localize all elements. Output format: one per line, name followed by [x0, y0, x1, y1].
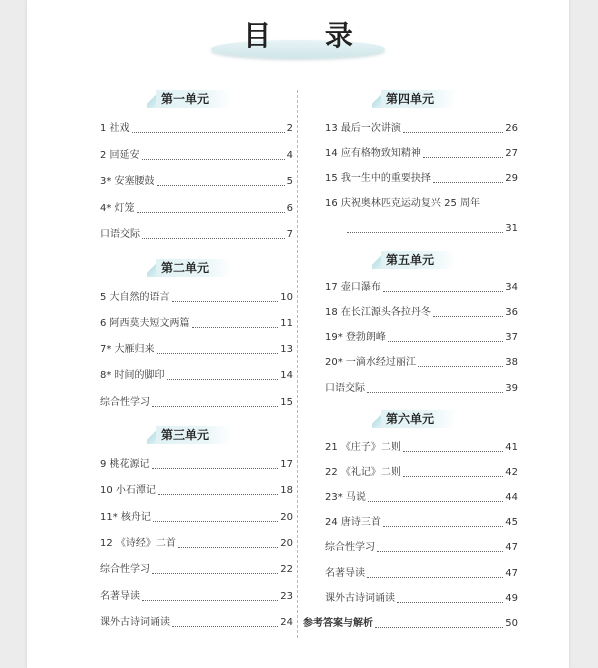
entry-page: 50: [505, 618, 518, 629]
entry-label: 1 社戏: [100, 123, 130, 134]
entry-page: 10: [280, 292, 293, 303]
entry-page: 13: [280, 344, 293, 355]
dot-leader: [192, 327, 279, 328]
entry-page: 29: [505, 173, 518, 184]
entry-label: 9 桃花源记: [100, 459, 150, 470]
dot-leader: [383, 526, 503, 527]
entry-label: 16 庆祝奥林匹克运动复兴 25 周年: [325, 198, 480, 209]
toc-entry[interactable]: [325, 171, 518, 187]
unit-heading-4: 第四单元: [372, 90, 456, 108]
entry-label: 名著导读: [325, 568, 365, 579]
dot-leader: [142, 159, 285, 160]
dot-leader: [157, 185, 285, 186]
entry-page: 41: [505, 442, 518, 453]
entry-label: 名著导读: [100, 591, 140, 602]
toc-entry[interactable]: [325, 465, 518, 481]
entry-page: 38: [505, 357, 518, 368]
dot-leader: [347, 232, 503, 233]
entry-page: 47: [505, 542, 518, 553]
toc-entry[interactable]: [100, 536, 293, 552]
entry-label: 课外古诗词诵读: [100, 617, 170, 628]
entry-label: 参考答案与解析: [303, 618, 373, 629]
toc-entry[interactable]: [100, 174, 293, 190]
title-area: [27, 8, 569, 58]
toc-entry-answers[interactable]: [303, 616, 518, 632]
entry-page: 36: [505, 307, 518, 318]
page-title: 目 录: [243, 19, 375, 52]
toc-entry[interactable]: [100, 483, 293, 499]
toc-entry[interactable]: [325, 540, 518, 556]
toc-entry[interactable]: [325, 330, 518, 346]
toc-entry[interactable]: [325, 515, 518, 531]
entry-page: 22: [280, 564, 293, 575]
dot-leader: [142, 600, 278, 601]
dot-leader: [375, 627, 503, 628]
entry-label: 8* 时间的脚印: [100, 370, 165, 381]
unit-heading-6: 第六单元: [372, 410, 456, 428]
entry-label: 6 阿西莫夫短文两篇: [100, 318, 190, 329]
entry-label: 13 最后一次讲演: [325, 123, 401, 134]
unit-heading-5: 第五单元: [372, 251, 456, 269]
entry-label: 19* 登勃朗峰: [325, 332, 386, 343]
entry-page: 7: [286, 229, 293, 240]
entry-page: 15: [280, 397, 293, 408]
dot-leader: [367, 577, 503, 578]
toc-entry[interactable]: [325, 146, 518, 162]
dot-leader: [152, 573, 278, 574]
dot-leader: [172, 301, 279, 302]
unit-heading-3: 第三单元: [147, 426, 231, 444]
toc-entry[interactable]: [325, 280, 518, 296]
toc-entry[interactable]: [100, 290, 293, 306]
dot-leader: [158, 494, 278, 495]
dot-leader: [368, 501, 503, 502]
entry-page: 39: [505, 383, 518, 394]
entry-label: 综合性学习: [100, 397, 150, 408]
toc-entry[interactable]: [325, 591, 518, 607]
toc-entry[interactable]: [325, 566, 518, 582]
dot-leader: [433, 316, 503, 317]
entry-label: 12 《诗经》二首: [100, 538, 176, 549]
dot-leader: [153, 521, 278, 522]
dot-leader: [403, 132, 503, 133]
entry-page: 14: [280, 370, 293, 381]
toc-entry[interactable]: [325, 305, 518, 321]
entry-label: 17 壶口瀑布: [325, 282, 381, 293]
dot-leader: [377, 551, 503, 552]
toc-entry[interactable]: [325, 196, 518, 212]
dot-leader: [433, 182, 503, 183]
entry-page: 20: [280, 512, 293, 523]
entry-page: 27: [505, 148, 518, 159]
entry-label: 23* 马说: [325, 492, 366, 503]
dot-leader: [397, 602, 503, 603]
entry-page: 20: [280, 538, 293, 549]
entry-label: 综合性学习: [325, 542, 375, 553]
entry-label: 4* 灯笼: [100, 203, 135, 214]
entry-label: 口语交际: [325, 383, 365, 394]
entry-page: 11: [280, 318, 293, 329]
toc-entry[interactable]: [100, 562, 293, 578]
dot-leader: [172, 626, 278, 627]
dot-leader: [142, 238, 285, 239]
toc-entry[interactable]: [100, 342, 293, 358]
toc-page: [27, 0, 569, 668]
toc-entry[interactable]: [100, 395, 293, 411]
dot-leader: [178, 547, 278, 548]
dot-leader: [152, 406, 278, 407]
column-divider: [297, 90, 298, 638]
entry-label: 11* 核舟记: [100, 512, 151, 523]
entry-page: 34: [505, 282, 518, 293]
entry-page: 5: [286, 176, 293, 187]
entry-label: 综合性学习: [100, 564, 150, 575]
entry-label: 22 《礼记》二则: [325, 467, 401, 478]
entry-label: 20* 一滴水经过丽江: [325, 357, 416, 368]
toc-entry[interactable]: [100, 148, 293, 164]
entry-label: 21 《庄子》二则: [325, 442, 401, 453]
dot-leader: [367, 392, 503, 393]
toc-entry[interactable]: [100, 457, 293, 473]
entry-label: 2 回延安: [100, 150, 140, 161]
entry-page: 49: [505, 593, 518, 604]
toc-entry[interactable]: [100, 316, 293, 332]
dot-leader: [418, 366, 503, 367]
toc-entry[interactable]: [325, 381, 518, 397]
dot-leader: [137, 212, 285, 213]
entry-page: 37: [505, 332, 518, 343]
unit-heading-2: 第二单元: [147, 259, 231, 277]
dot-leader: [132, 132, 285, 133]
toc-entry[interactable]: [100, 227, 293, 243]
entry-label: 课外古诗词诵读: [325, 593, 395, 604]
entry-page: 23: [280, 591, 293, 602]
entry-page: 17: [280, 459, 293, 470]
dot-leader: [152, 468, 279, 469]
entry-page: 4: [286, 150, 293, 161]
toc-entry[interactable]: [325, 121, 518, 137]
toc-entry[interactable]: [100, 615, 293, 631]
toc-entry[interactable]: [325, 490, 518, 506]
toc-entry[interactable]: [325, 440, 518, 456]
entry-label: 5 大自然的语言: [100, 292, 170, 303]
toc-entry[interactable]: [100, 121, 293, 137]
toc-entry[interactable]: [100, 510, 293, 526]
toc-entry-continued[interactable]: [325, 221, 518, 237]
entry-label: 18 在长江源头各拉丹冬: [325, 307, 431, 318]
entry-label: 24 唐诗三首: [325, 517, 381, 528]
entry-page: 18: [280, 485, 293, 496]
toc-entry[interactable]: [100, 589, 293, 605]
dot-leader: [403, 451, 503, 452]
entry-label: 15 我一生中的重要抉择: [325, 173, 431, 184]
entry-page: 47: [505, 568, 518, 579]
dot-leader: [423, 157, 503, 158]
entry-page: 24: [280, 617, 293, 628]
dot-leader: [388, 341, 503, 342]
dot-leader: [167, 379, 279, 380]
entry-page: 42: [505, 467, 518, 478]
toc-entry[interactable]: [325, 355, 518, 371]
entry-label: 10 小石潭记: [100, 485, 156, 496]
entry-page: 26: [505, 123, 518, 134]
entry-page: 44: [505, 492, 518, 503]
entry-label: 3* 安塞腰鼓: [100, 176, 155, 187]
entry-page: 6: [286, 203, 293, 214]
entry-label: 口语交际: [100, 229, 140, 240]
toc-entry[interactable]: [100, 201, 293, 217]
entry-label: 7* 大雁归来: [100, 344, 155, 355]
entry-page: 2: [286, 123, 293, 134]
dot-leader: [403, 476, 503, 477]
dot-leader: [157, 353, 279, 354]
entry-page: 31: [505, 223, 518, 234]
entry-label: 14 应有格物致知精神: [325, 148, 421, 159]
entry-page: 45: [505, 517, 518, 528]
toc-entry[interactable]: [100, 368, 293, 384]
unit-heading-1: 第一单元: [147, 90, 231, 108]
dot-leader: [383, 291, 503, 292]
